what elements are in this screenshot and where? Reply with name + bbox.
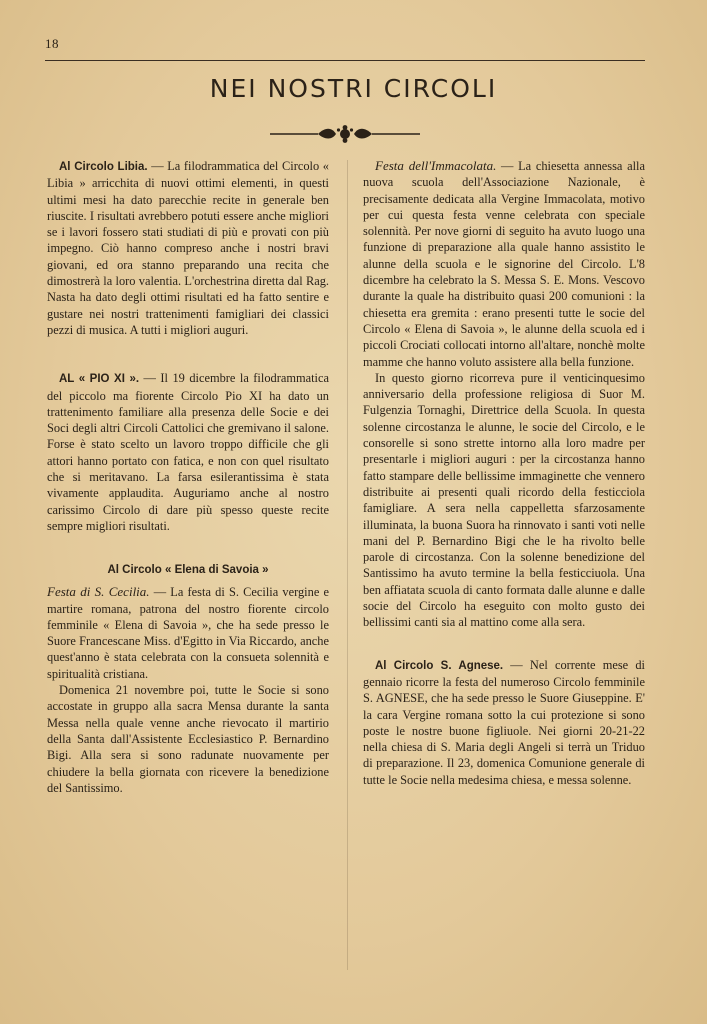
page-title: NEI NOSTRI CIRCOLI bbox=[209, 74, 498, 103]
article-paragraph: In questo giorno ricorreva pure il venticinquesimo anniversario della professione religiosa di Suor M. Fulgenzia Tornaghi, Direttrice della Scuola. In questa solenne circostanza le alunne, le socie del Circolo, e le consorelle si sono strette intorno alla loro madre per presentarle i migliori auguri : per la circostanza hanno fatto stampare delle bellissime immaginette che vennero distribuite ai presenti quali ricordo della festicciola famigliare. A sera nella cappelletta sfarzosamente illuminata, la buona Suora ha rinnovato i santi voti nelle mani del P. Bernardino Bigi che le ha rivolto belle parole di circostanza. Con la solenne benedizione del Santissimo ha avuto termine la bella festicciuola. Una ben affiatata scuola di canto formata dalle alunne e dalle socie del Circolo ha eseguito con molto gusto dei bellissimi canti sia al mattino come alla sera. bbox=[363, 370, 645, 630]
page-number: 18 bbox=[45, 36, 59, 51]
ornament-divider-icon bbox=[270, 124, 420, 144]
right-column bbox=[363, 158, 645, 788]
article-heading: Al Circolo S. Agnese. bbox=[375, 659, 504, 672]
column-divider bbox=[347, 160, 348, 970]
article-text: — Nel corrente mese di gennaio ricorre la festa del numeroso Circolo femminile S. AGNESE, che ha sede presso le Suore Giuseppine. E' la cara Vergine romana sotto la cui protezione si sono poste le nostre buone figliuole. Nei giorni 20-21-22 nella chiesa di S. Maria degli Angeli si terrà un Triduo di preparazione. Il 23, domenica Comunione generale di tutte le Socie nella medesima chiesa, e messa solenne. bbox=[363, 657, 645, 787]
article-text: — La filodrammatica del Circolo « Libia » arricchita di nuovi ottimi elementi, in questi ultimi mesi ha dato parecchie recite in generale ben riuscite. I risultati avrebbero potuti essere anche migliori se i lavori fossero stati studiati di più e provati con più impegno. Ciò hanno compreso anche i nostri bravi giovani, ed ora stanno preparando una recita che dimostrerà la loro valentia. L'orchestrina diretta dal Rag. Nasta ha dato degli ottimi risultati ed ha fatto sentire e gustare nei nostri trattenimenti famigliari dei classici pezzi di musica. A tutti i migliori auguri. bbox=[47, 159, 329, 337]
section-heading-elena-di-savoia: Al Circolo « Elena di Savoia » bbox=[107, 564, 269, 577]
article-paragraph: Domenica 21 novembre poi, tutte le Socie si sono accostate in gruppo alla sacra Mensa durante la santa Messa nella quale venne anche rievocato il martirio della Santa dall'Assistente Ecclesiastico P. Bernardino Bigi. Alla sera si sono radunate nuovamente per chiudere la bella giornata con ricevere la benedizione del Santissimo. bbox=[47, 683, 329, 795]
article-text: — Il 19 dicembre la filodrammatica del piccolo ma fiorente Circolo Pio XI ha dato un trattenimento familiare alla presenza delle Socie e dei Soci degli altri Circoli Cattolici che gremivano il salone. Forse è stato scelto un lavoro troppo difficile che gli attori hanno portato con fatica, e non con quel risultato che si meritavano. La farsa esilerantissima è stata vivamente applaudita. Auguriamo anche al nostro carissimo Circolo di dare più spesso queste recite sempre migliori risultati. bbox=[47, 371, 329, 533]
article-pio-xi bbox=[47, 370, 329, 534]
article-subheading: Festa dell'Immacolata. bbox=[375, 158, 497, 173]
left-column bbox=[47, 158, 329, 796]
article-festa-s-cecilia bbox=[47, 584, 329, 682]
article-heading: AL « PIO XI ». bbox=[59, 373, 140, 386]
header-rule bbox=[45, 60, 645, 61]
article-s-agnese bbox=[363, 657, 645, 788]
article-festa-immacolata bbox=[363, 158, 645, 370]
article-text: — La chiesetta annessa alla nuova scuola dell'Associazione Nazionale, è precisamente dedicata alla Vergine Immacolata, motivo per cui questa festa venne celebrata con speciale solennità. Per nove giorni di seguito ha avuto luogo una funzione di preparazione alla quale hanno assistito le alunne della scuola e le signorine del Circolo. L'8 dicembre ha celebrato la S. Messa S. E. Mons. Vescovo durante la quale ha distribuito quasi 200 comunioni : la chiesetta era gremita : erano presenti tutte le socie del Circolo « Elena di Savoia », le alunne della scuola ed i piccoli Crociati collocati intorno all'altare, nonchè molte mamme che hanno voluto assistere alla bella funzione. bbox=[363, 159, 645, 369]
article-text: — La festa di S. Cecilia vergine e martire romana, patrona del nostro fiorente circolo femminile « Elena di Savoia », che ha sede presso le Suore Francescane Miss. d'Egitto in Via Riccardo, anche quest'anno è stata celebrata con la consueta solennità e spiritualità cristiana. bbox=[47, 585, 329, 681]
article-heading: Al Circolo Libia. bbox=[59, 161, 148, 173]
article-subheading: Festa di S. Cecilia. bbox=[47, 584, 150, 600]
article-libia bbox=[47, 158, 329, 338]
